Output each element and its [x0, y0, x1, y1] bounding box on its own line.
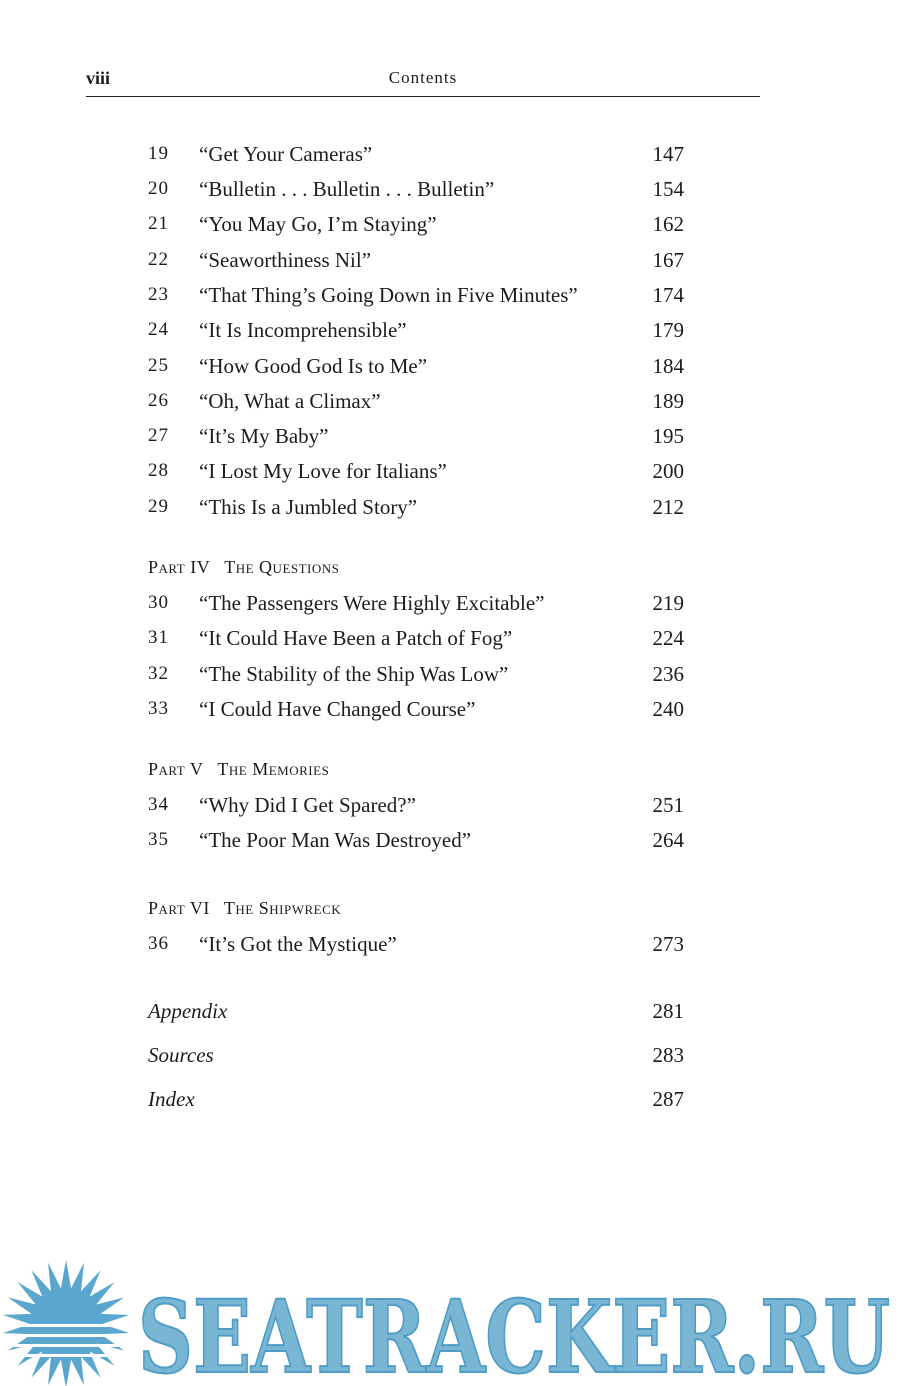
chapter-title: “It’s My Baby”: [199, 424, 329, 448]
page-number: 264: [652, 828, 684, 852]
chapter-number: 20: [148, 178, 169, 199]
chapter-number: 27: [148, 425, 169, 446]
page-number: 195: [652, 424, 684, 448]
chapter-number: 21: [148, 213, 169, 234]
page-number: 219: [652, 591, 684, 615]
chapter-title: “It Is Incomprehensible”: [199, 318, 407, 342]
page-number: 174: [652, 283, 684, 307]
toc-entry: [148, 587, 686, 619]
toc-entry: [148, 173, 686, 205]
chapter-title: “You May Go, I’m Staying”: [199, 212, 437, 236]
chapter-title: “Get Your Cameras”: [199, 142, 373, 166]
page-number: 162: [652, 212, 684, 236]
chapter-title: “Oh, What a Climax”: [199, 389, 381, 413]
page-number: 200: [652, 459, 684, 483]
page-number: 283: [652, 1043, 684, 1067]
chapter-title: “Seaworthiness Nil”: [199, 248, 372, 272]
page-number: 189: [652, 389, 684, 413]
chapter-number: 26: [148, 390, 169, 411]
chapter-title: “Bulletin . . . Bulletin . . . Bulletin”: [199, 177, 495, 201]
chapter-number: 34: [148, 794, 169, 815]
chapter-title: “How Good God Is to Me”: [199, 354, 428, 378]
page-number: 212: [652, 495, 684, 519]
sunburst-icon: [3, 1260, 130, 1386]
toc-entry: [148, 693, 686, 725]
back-matter-entry: [148, 1083, 686, 1115]
chapter-number: 23: [148, 284, 169, 305]
page-number: 154: [652, 177, 684, 201]
page-number: 240: [652, 697, 684, 721]
part-label: Part IV: [148, 557, 211, 577]
toc-entry: [148, 658, 686, 690]
chapter-number: 24: [148, 319, 169, 340]
toc-entry: [148, 350, 686, 382]
chapter-title: “The Poor Man Was Destroyed”: [199, 828, 472, 852]
chapter-number: 28: [148, 460, 169, 481]
chapter-title: “I Could Have Changed Course”: [199, 697, 476, 721]
chapter-title: “I Lost My Love for Italians”: [199, 459, 447, 483]
page-number: 287: [652, 1087, 684, 1111]
part-name: The Memories: [217, 759, 330, 779]
chapter-number: 33: [148, 698, 169, 719]
toc-entry: [148, 208, 686, 240]
watermark-text: SEATRACKER.RU: [138, 1278, 890, 1386]
back-matter-title: Appendix: [148, 999, 228, 1023]
toc-entry: [148, 138, 686, 170]
toc-entry: [148, 385, 686, 417]
chapter-title: “The Stability of the Ship Was Low”: [199, 662, 509, 686]
chapter-number: 32: [148, 663, 169, 684]
page-number: 224: [652, 626, 684, 650]
chapter-number: 31: [148, 627, 169, 648]
back-matter-entry: [148, 1039, 686, 1071]
page-number: 273: [652, 932, 684, 956]
part-name: The Shipwreck: [223, 898, 342, 918]
chapter-number: 29: [148, 496, 169, 517]
toc-entry: [148, 491, 686, 523]
part-heading: [148, 754, 329, 784]
chapter-number: 30: [148, 592, 169, 613]
toc-entry: [148, 279, 686, 311]
chapter-number: 36: [148, 933, 169, 954]
chapter-number: 35: [148, 829, 169, 850]
watermark-logo: [0, 1252, 899, 1386]
back-matter-title: Index: [148, 1087, 195, 1111]
toc-entry: [148, 789, 686, 821]
chapter-title: “The Passengers Were Highly Excitable”: [199, 591, 545, 615]
page-number: 167: [652, 248, 684, 272]
page-number: 236: [652, 662, 684, 686]
back-matter-title: Sources: [148, 1043, 214, 1067]
part-heading: [148, 552, 339, 582]
page-number: 179: [652, 318, 684, 342]
chapter-title: “This Is a Jumbled Story”: [199, 495, 418, 519]
toc-entry: [148, 455, 686, 487]
toc-entry: [148, 244, 686, 276]
page-number: 281: [652, 999, 684, 1023]
toc-entry: [148, 622, 686, 654]
running-head: [86, 64, 760, 97]
toc-entry: [148, 314, 686, 346]
chapter-title: “It Could Have Been a Patch of Fog”: [199, 626, 513, 650]
chapter-title: “Why Did I Get Spared?”: [199, 793, 416, 817]
running-head-title: Contents: [388, 68, 458, 87]
toc-entry: [148, 420, 686, 452]
part-name: The Questions: [224, 557, 340, 577]
page-number: 251: [652, 793, 684, 817]
page-folio: viii: [86, 68, 111, 88]
chapter-number: 25: [148, 355, 169, 376]
part-label: Part VI: [148, 898, 210, 918]
page-number: 147: [652, 142, 684, 166]
page-number: 184: [652, 354, 684, 378]
toc-entry: [148, 928, 686, 960]
chapter-title: “That Thing’s Going Down in Five Minutes”: [199, 283, 578, 307]
part-heading: [148, 893, 341, 923]
part-label: Part V: [148, 759, 204, 779]
toc-entry: [148, 824, 686, 856]
chapter-number: 22: [148, 249, 169, 270]
chapter-number: 19: [148, 143, 169, 164]
back-matter-entry: [148, 995, 686, 1027]
chapter-title: “It’s Got the Mystique”: [199, 932, 397, 956]
